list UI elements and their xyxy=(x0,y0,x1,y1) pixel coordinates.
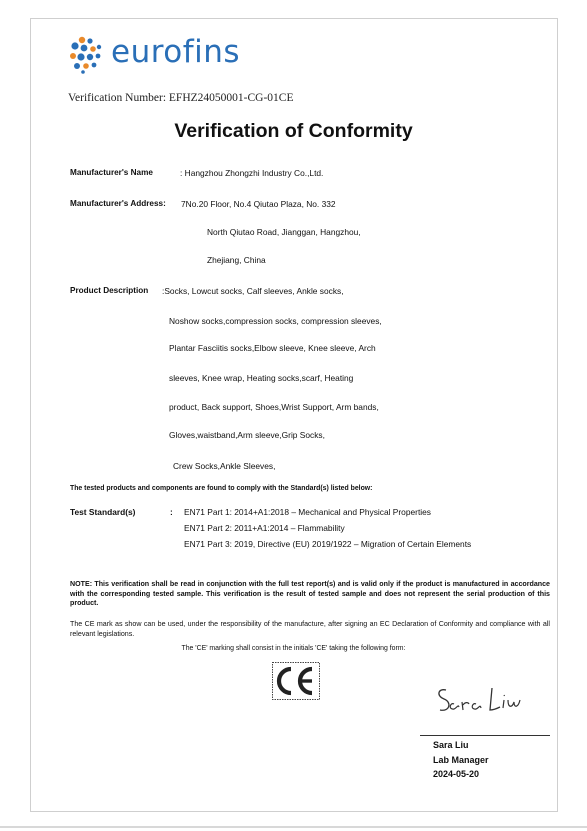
manufacturer-address-line: 7No.20 Floor, No.4 Qiutao Plaza, No. 332 xyxy=(181,199,336,209)
ce-mark-icon xyxy=(272,662,320,700)
compliance-statement: The tested products and components are found to comply with the Standard(s) listed below: xyxy=(70,485,373,492)
manufacturer-address-line: Zhejiang, China xyxy=(207,255,266,265)
manufacturer-name-value: : Hangzhou Zhongzhi Industry Co.,Ltd. xyxy=(180,168,324,178)
product-description-label: Product Description xyxy=(70,286,149,295)
verification-note: NOTE: This verification shall be read in conjunction with the full test report(s) and is valid only if the product is manufactured in accordance with the corresponding tested sample. This verification is the result of tested sample and does not represent the serial production of this product. xyxy=(70,580,550,607)
verification-number: Verification Number: EFHZ24050001-CG-01CE xyxy=(68,92,294,104)
manufacturer-name-label: Manufacturer's Name xyxy=(70,168,153,177)
product-description-line: sleeves, Knee wrap, Heating socks,scarf, Heating xyxy=(169,373,354,383)
brand-name: eurofins xyxy=(111,34,241,70)
signer-name: Sara Liu xyxy=(433,740,469,750)
test-standard-item: EN71 Part 2: 2011+A1:2014 – Flammability xyxy=(184,523,345,533)
document-title: Verification of Conformity xyxy=(174,120,413,142)
test-standards-label: Test Standard(s) xyxy=(70,507,136,517)
manufacturer-address-line: North Qiutao Road, Jianggan, Hangzhou, xyxy=(207,227,361,237)
signature-date: 2024-05-20 xyxy=(433,769,480,779)
signature-line xyxy=(420,735,550,736)
ce-usage-note: The CE mark as show can be used, under the responsibility of the manufacture, after signing an EC Declaration of Conformity and compliance with all relevant legislations. xyxy=(70,620,550,638)
signer-role: Lab Manager xyxy=(433,755,489,765)
test-standard-item: EN71 Part 3: 2019, Directive (EU) 2019/1922 – Migration of Certain Elements xyxy=(184,539,472,549)
manufacturer-address-label: Manufacturer's Address: xyxy=(70,199,166,208)
page-bottom-divider xyxy=(0,826,587,828)
product-description-line: product, Back support, Shoes,Wrist Support, Arm bands, xyxy=(169,402,379,412)
test-standards-colon: : xyxy=(170,507,173,517)
product-description-line: Gloves,waistband,Arm sleeve,Grip Socks, xyxy=(169,430,325,440)
product-description-line: Plantar Fasciitis socks,Elbow sleeve, Knee sleeve, Arch xyxy=(169,343,376,353)
eurofins-logo xyxy=(68,36,268,76)
product-description-line: Noshow socks,compression socks, compression sleeves, xyxy=(169,316,382,326)
handwritten-signature xyxy=(432,680,527,720)
product-description-line: :Socks, Lowcut socks, Calf sleeves, Ankle socks, xyxy=(162,286,344,296)
test-standard-item: EN71 Part 1: 2014+A1:2018 – Mechanical and Physical Properties xyxy=(184,507,431,517)
ce-marking-note: The 'CE' marking shall consist in the initials 'CE' taking the following form: xyxy=(181,645,406,652)
product-description-line: Crew Socks,Ankle Sleeves, xyxy=(173,461,276,471)
eurofins-logo-icon xyxy=(68,36,108,74)
